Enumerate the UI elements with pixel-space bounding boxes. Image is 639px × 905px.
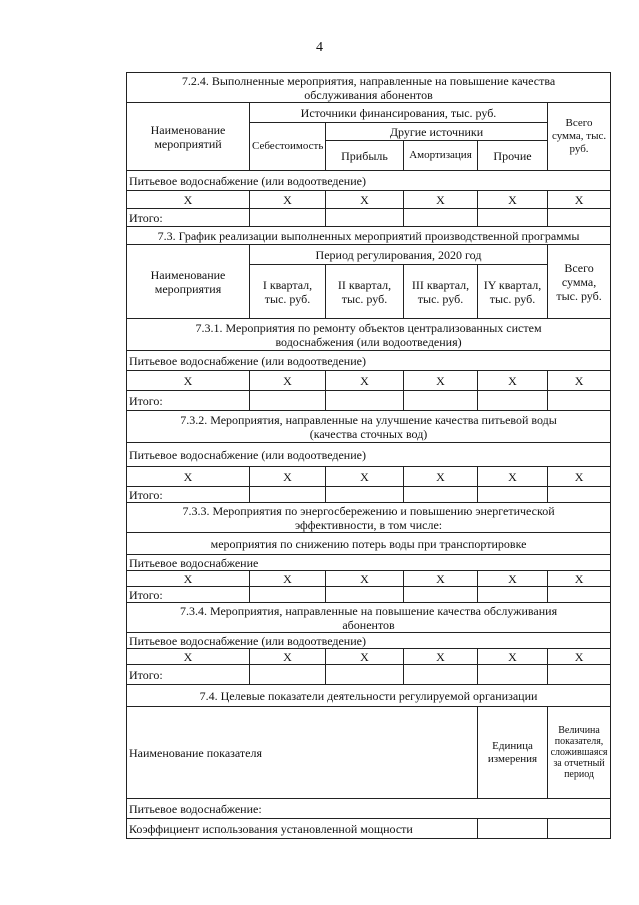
x-row — [127, 371, 611, 391]
x-cell: X — [404, 571, 478, 587]
x-cell: X — [404, 191, 478, 209]
section-label: Питьевое водоснабжение — [127, 555, 611, 571]
section-label-row — [127, 351, 611, 371]
section-7-3-2-title: 7.3.2. Мероприятия, направленные на улучшение качества питьевой воды (качества сточных вод) — [127, 411, 611, 443]
x-cell: X — [548, 571, 611, 587]
unit-header: Единица измерения — [478, 707, 548, 799]
x-cell: X — [478, 571, 548, 587]
indicator-row — [127, 819, 611, 839]
x-cell: X — [250, 649, 326, 665]
section-title-row — [127, 685, 611, 707]
subsection-row — [127, 533, 611, 555]
x-cell: X — [127, 191, 250, 209]
indicator-name: Коэффициент использования установленной мощности — [127, 819, 478, 839]
x-cell: X — [548, 649, 611, 665]
x-cell: X — [326, 467, 404, 487]
q1-header: I квартал, тыс. руб. — [250, 265, 326, 319]
x-cell: X — [326, 371, 404, 391]
section-label-row — [127, 443, 611, 467]
itogo-label: Итого: — [127, 665, 250, 685]
misc-header: Прочие — [478, 141, 548, 171]
indicator-name-header: Наименование показателя — [127, 707, 478, 799]
x-row — [127, 467, 611, 487]
x-cell: X — [326, 191, 404, 209]
section-label-row — [127, 799, 611, 819]
x-cell: X — [548, 467, 611, 487]
x-cell: X — [250, 191, 326, 209]
x-cell: X — [250, 571, 326, 587]
itogo-label: Итого: — [127, 587, 250, 603]
section-label-row — [127, 555, 611, 571]
section-7-3-4-title: 7.3.4. Мероприятия, направленные на повышение качества обслуживания абонентов — [127, 603, 611, 633]
col-name-header: Наименование мероприятий — [127, 103, 250, 171]
x-cell: X — [326, 649, 404, 665]
section-label: Питьевое водоснабжение (или водоотведение) — [127, 171, 611, 191]
x-cell: X — [548, 371, 611, 391]
x-cell: X — [127, 467, 250, 487]
section-label: Питьевое водоснабжение (или водоотведение) — [127, 351, 611, 371]
q4-header: IY квартал, тыс. руб. — [478, 265, 548, 319]
x-row — [127, 191, 611, 209]
cost-header: Себестоимость — [250, 123, 326, 171]
itogo-row — [127, 391, 611, 411]
section-7-3-3-title: 7.3.3. Мероприятия по энергосбережению и повышению энергетической эффективности, в том числе: — [127, 503, 611, 533]
profit-header: Прибыль — [326, 141, 404, 171]
section-7-4-title: 7.4. Целевые показатели деятельности регулируемой организации — [127, 685, 611, 707]
itogo-row — [127, 487, 611, 503]
section-label: Питьевое водоснабжение (или водоотведение) — [127, 443, 611, 467]
amort-header: Амортизация — [404, 141, 478, 171]
section-7-3-title: 7.3. График реализации выполненных мероприятий производственной программы — [127, 227, 611, 245]
section-7-2-4-title: 7.2.4. Выполненные мероприятия, направленные на повышение качества обслуживания абонентов — [127, 73, 611, 103]
x-cell: X — [404, 371, 478, 391]
x-cell: X — [478, 191, 548, 209]
x-cell: X — [548, 191, 611, 209]
q2-header: II квартал, тыс. руб. — [326, 265, 404, 319]
x-cell: X — [250, 371, 326, 391]
section-label-row — [127, 171, 611, 191]
x-row — [127, 571, 611, 587]
report-table — [126, 72, 611, 839]
itogo-label: Итого: — [127, 391, 250, 411]
x-cell: X — [478, 649, 548, 665]
x-cell: X — [326, 571, 404, 587]
section-title-row — [127, 73, 611, 103]
section-label-row — [127, 633, 611, 649]
x-row — [127, 649, 611, 665]
x-cell: X — [478, 467, 548, 487]
section-title-row — [127, 319, 611, 351]
x-cell: X — [404, 649, 478, 665]
q3-header: III квартал, тыс. руб. — [404, 265, 478, 319]
page-number: 4 — [316, 40, 323, 55]
x-cell: X — [127, 371, 250, 391]
section-title-row — [127, 503, 611, 533]
header-row — [127, 103, 611, 123]
section-title-row — [127, 227, 611, 245]
itogo-label: Итого: — [127, 487, 250, 503]
sources-header: Источники финансирования, тыс. руб. — [250, 103, 548, 123]
itogo-row — [127, 665, 611, 685]
subsection-label: мероприятия по снижению потерь воды при транспортировке — [127, 533, 611, 555]
x-cell: X — [404, 467, 478, 487]
total-header: Всего сумма, тыс. руб. — [548, 103, 611, 171]
section-title-row — [127, 603, 611, 633]
other-sources-header: Другие источники — [326, 123, 548, 141]
header-row — [127, 245, 611, 265]
x-cell: X — [478, 371, 548, 391]
itogo-label: Итого: — [127, 209, 250, 227]
value-header: Величина показателя, сложившаяся за отчетный период — [548, 707, 611, 799]
itogo-row — [127, 587, 611, 603]
period-header: Период регулирования, 2020 год — [250, 245, 548, 265]
x-cell: X — [127, 571, 250, 587]
x-cell: X — [127, 649, 250, 665]
section-label: Питьевое водоснабжение (или водоотведение) — [127, 633, 611, 649]
itogo-row — [127, 209, 611, 227]
x-cell: X — [250, 467, 326, 487]
section-7-3-1-title: 7.3.1. Мероприятия по ремонту объектов централизованных систем водоснабжения (или водоотведения) — [127, 319, 611, 351]
header-row — [127, 707, 611, 799]
col-name-header: Наименование мероприятия — [127, 245, 250, 319]
section-title-row — [127, 411, 611, 443]
section-label: Питьевое водоснабжение: — [127, 799, 611, 819]
total-header: Всего сумма, тыс. руб. — [548, 245, 611, 319]
